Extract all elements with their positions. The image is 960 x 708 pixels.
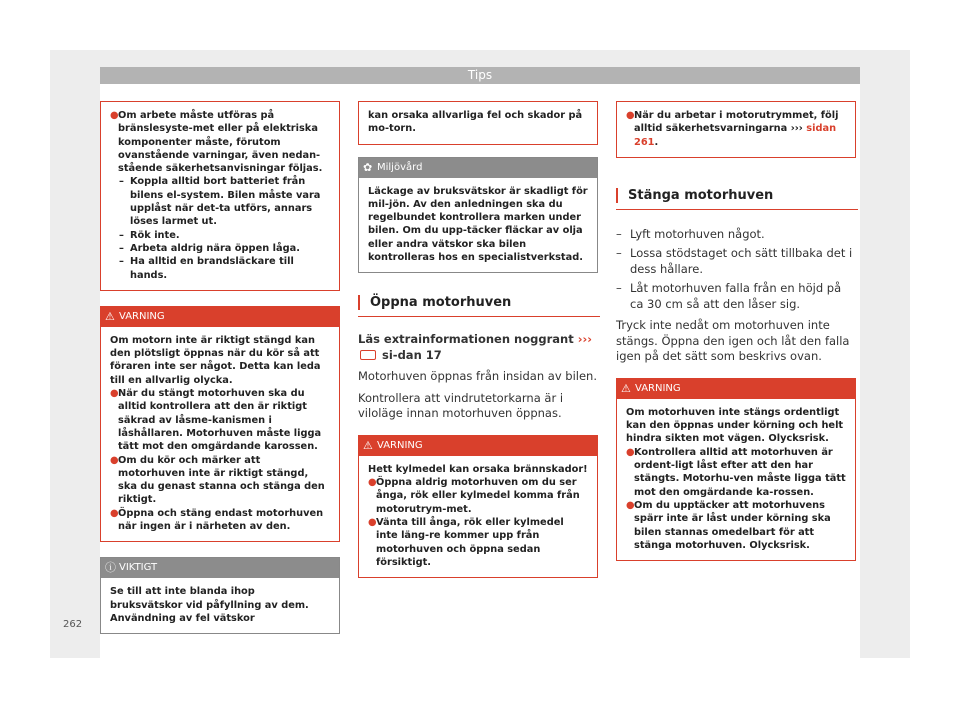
list-item: – Lyft motorhuven något. xyxy=(616,226,765,241)
varning-title: VARNING xyxy=(119,310,165,322)
warning-continued-box: kan orsaka allvarliga fel och skador på mo-torn. xyxy=(358,101,598,145)
list-item: Koppla alltid bort batteriet från bilens el-system. Bilen måste vara upplåst när det-ta utförs, annars löses larmet ut. xyxy=(130,176,321,228)
section-header: Tips xyxy=(100,67,860,84)
varning-title: VARNING xyxy=(377,439,423,451)
column-1 xyxy=(100,101,340,634)
bullet-icon: ● xyxy=(368,477,377,489)
list-item: Rök inte. xyxy=(130,229,180,241)
paragraph: Motorhuven öppnas från insidan av bilen. xyxy=(358,369,597,384)
page-link[interactable]: sidan 261 xyxy=(634,123,837,148)
info-circle-icon: ⓘ xyxy=(105,561,116,575)
warning-triangle-icon: ⚠ xyxy=(621,381,631,395)
varning-box: ⚠ VARNING Om motorhuven inte stängs ordentligt kan den öppnas under körning och helt hindra sikten mot vägen. Olycksrisk. ● Kontrollera alltid att motorhuven är ordent-ligt låst efter att den har stängts. Motorhu-ven måste ligga tätt mot den omgärdande ka-rossen. ● Om du upptäcker att motorhuvens spärr inte är låst under körning ska bilen stannas omedelbart för att stänga motorhuven. Olycksrisk. xyxy=(616,378,856,561)
miljo-box xyxy=(358,157,598,274)
paragraph: Tryck inte nedåt om motorhuven inte stängs. Öppna den igen och låt den falla igen på det sätt som beskrivs ovan. xyxy=(616,318,850,364)
bullet-icon: ● xyxy=(626,499,635,511)
bullet-icon: ● xyxy=(110,388,119,400)
list-item: – Låt motorhuven falla från en höjd på ca 30 cm så att den låser sig. xyxy=(616,281,842,311)
extra-info-note: Läs extrainformationen noggrant ››› si-dan 17 xyxy=(358,332,592,362)
viktigt-box xyxy=(100,557,340,634)
list-item: Arbeta aldrig nära öppen låga. xyxy=(130,242,300,254)
varning-box: ⚠ VARNING Om motorn inte är riktigt stängd kan den plötsligt öppnas när du kör så att föraren inte ser något. Detta kan leda till en allvarlig olycka. ● När du stängt motorhuven ska du alltid kontrollera att den är riktigt säkrad av låsme-kanismen i låshållaren. Motorhuven måste ligga tätt mot den omgärdande karossen. ● Om du kör och märker att motorhuven inte är riktigt stängd, ska du genast stanna och stänga den riktigt. ● Öppna och stäng endast motorhuven när ingen är i närheten av den. xyxy=(100,306,340,542)
varning-intro: Om motorn inte är riktigt stängd kan den plötsligt öppnas när du kör så att föraren inte ser något. Detta kan leda till en allvarlig olycka. xyxy=(110,334,321,386)
book-icon xyxy=(360,350,376,360)
bullet-icon: ● xyxy=(626,446,635,458)
varning-title: VARNING xyxy=(635,382,681,394)
page-number: 262 xyxy=(63,619,83,630)
flower-icon: ✿ xyxy=(363,160,373,174)
list-item: Ha alltid en brandsläckare till hands. xyxy=(130,256,294,281)
varning-intro: Om motorhuven inte stängs ordentligt kan den öppnas under körning och helt hindra sikten mot vägen. Olycksrisk. xyxy=(626,406,844,445)
bullet-icon: ● xyxy=(110,507,119,519)
warning-continued-box: ● Om arbete måste utföras på bränslesyste-met eller på elektriska komponenter måste, förutom ovanstående varningar, även nedan-stående säkerhetsanvisningar följas. – Koppla alltid bort batteriet från bilens el-system. Bilen måste vara upplåst när det-ta utförs, annars löses larmet ut. – Rök inte. – Arbeta aldrig nära öppen låga. – Ha alltid en brandsläckare till hands. xyxy=(100,101,340,291)
varning-intro: Hett kylmedel kan orsaka brännskador! xyxy=(368,463,588,475)
warning-triangle-icon: ⚠ xyxy=(105,309,115,323)
step-list xyxy=(616,227,856,313)
miljo-title: Miljövård xyxy=(377,161,423,173)
column-3 xyxy=(616,101,856,561)
viktigt-title: VIKTIGT xyxy=(119,562,158,574)
paragraph: Kontrollera att vindrutetorkarna är i viloläge innan motorhuven öppnas. xyxy=(358,390,564,421)
column-2 xyxy=(358,101,598,578)
list-item: – Lossa stödstaget och sätt tillbaka det i dess hållare. xyxy=(616,246,853,276)
varning-box: ⚠ VARNING Hett kylmedel kan orsaka brännskador! ● Öppna aldrig motorhuven om du ser ånga, rök eller kylmedel komma från motorutrym-met. ● Vänta till ånga, rök eller kylmedel inte läng-re kommer upp från motorhuven och öppna sedan försiktigt. xyxy=(358,435,598,578)
section-heading: Stänga motorhuven xyxy=(616,188,856,203)
warning-triangle-icon: ⚠ xyxy=(363,438,373,452)
viktigt-text: Se till att inte blanda ihop bruksvätskor vid påfyllning av dem. Användning av fel vätskor xyxy=(110,586,309,624)
miljo-text: Läckage av bruksvätskor är skadligt för mil-jön. Av den anledningen ska du regelbundet kontrollera marken under bilen. Om du upp-täcker fläckar av olja eller andra vätskor ska bilen kontrolleras hos en specialistverkstad. xyxy=(368,185,588,264)
section-heading: Öppna motorhuven xyxy=(358,295,598,310)
warning-continued-box: ● När du arbetar i motorutrymmet, följ alltid säkerhetsvarningarna ››› sidan 261. xyxy=(616,101,856,158)
bullet-icon: ● xyxy=(368,517,377,529)
bullet-icon: ● xyxy=(110,454,119,466)
bullet-icon: ● xyxy=(626,110,635,121)
bullet-icon: ● xyxy=(110,110,119,121)
